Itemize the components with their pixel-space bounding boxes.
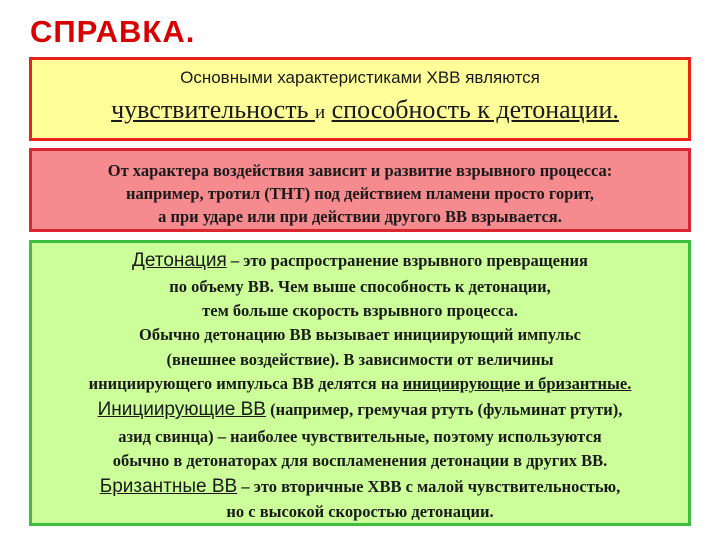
- green-line-8: азид свинца) – наиболее чувствительные, поэтому используются: [118, 427, 602, 446]
- initiating-definition: (например, гремучая ртуть (фульминат ртути),: [265, 400, 623, 419]
- brisant-definition-line: [32, 476, 688, 498]
- green-line-2: по объему ВВ. Чем выше способность к детонации,: [169, 277, 551, 296]
- page-title: СПРАВКА.: [30, 14, 196, 49]
- detonation-definition-line: [32, 250, 688, 272]
- green-line-4: Обычно детонацию ВВ вызывает инициирующий импульс: [139, 325, 581, 344]
- detonation-ability-term: способность к детонации.: [331, 95, 619, 124]
- green-line-6: [32, 374, 688, 394]
- characteristics-terms: [32, 95, 698, 125]
- green-line-5: (внешнее воздействие). В зависимости от величины: [166, 350, 554, 369]
- detonation-term: Детонация: [132, 250, 227, 271]
- initiating-term: Инициирующие ВВ: [97, 399, 266, 420]
- brisant-term: Бризантные ВВ: [99, 476, 238, 497]
- classification-prefix: инициирующего импульса ВВ делятся на: [88, 374, 403, 393]
- green-line-3: тем больше скорость взрывного процесса.: [202, 301, 518, 320]
- characteristics-intro: Основными характеристиками ХВВ являются: [180, 68, 540, 87]
- pink-line-3: а при ударе или при действии другого ВВ взрывается.: [158, 207, 562, 226]
- green-line-9: обычно в детонаторах для воспламенения детонации в других ВВ.: [112, 451, 608, 470]
- conjunction-text: и: [314, 102, 326, 123]
- green-line-11: но с высокой скоростью детонации.: [226, 502, 494, 521]
- classification-classes: инициирующие и бризантные.: [402, 374, 632, 393]
- explosion-process-box: [29, 148, 691, 232]
- detonation-box: [29, 240, 691, 526]
- key-characteristics-box: [29, 57, 691, 141]
- pink-line-1: От характера воздействия зависит и развитие взрывного процесса:: [107, 161, 613, 180]
- initiating-definition-line: [32, 399, 688, 421]
- detonation-definition: – это распространение взрывного превращения: [226, 251, 588, 270]
- sensitivity-term: чувствительность: [111, 95, 315, 124]
- explosion-process-text: [32, 159, 688, 228]
- brisant-definition: – это вторичные ХВВ с малой чувствительностью,: [237, 477, 621, 496]
- pink-line-2: например, тротил (ТНТ) под действием пламени просто горит,: [126, 184, 594, 203]
